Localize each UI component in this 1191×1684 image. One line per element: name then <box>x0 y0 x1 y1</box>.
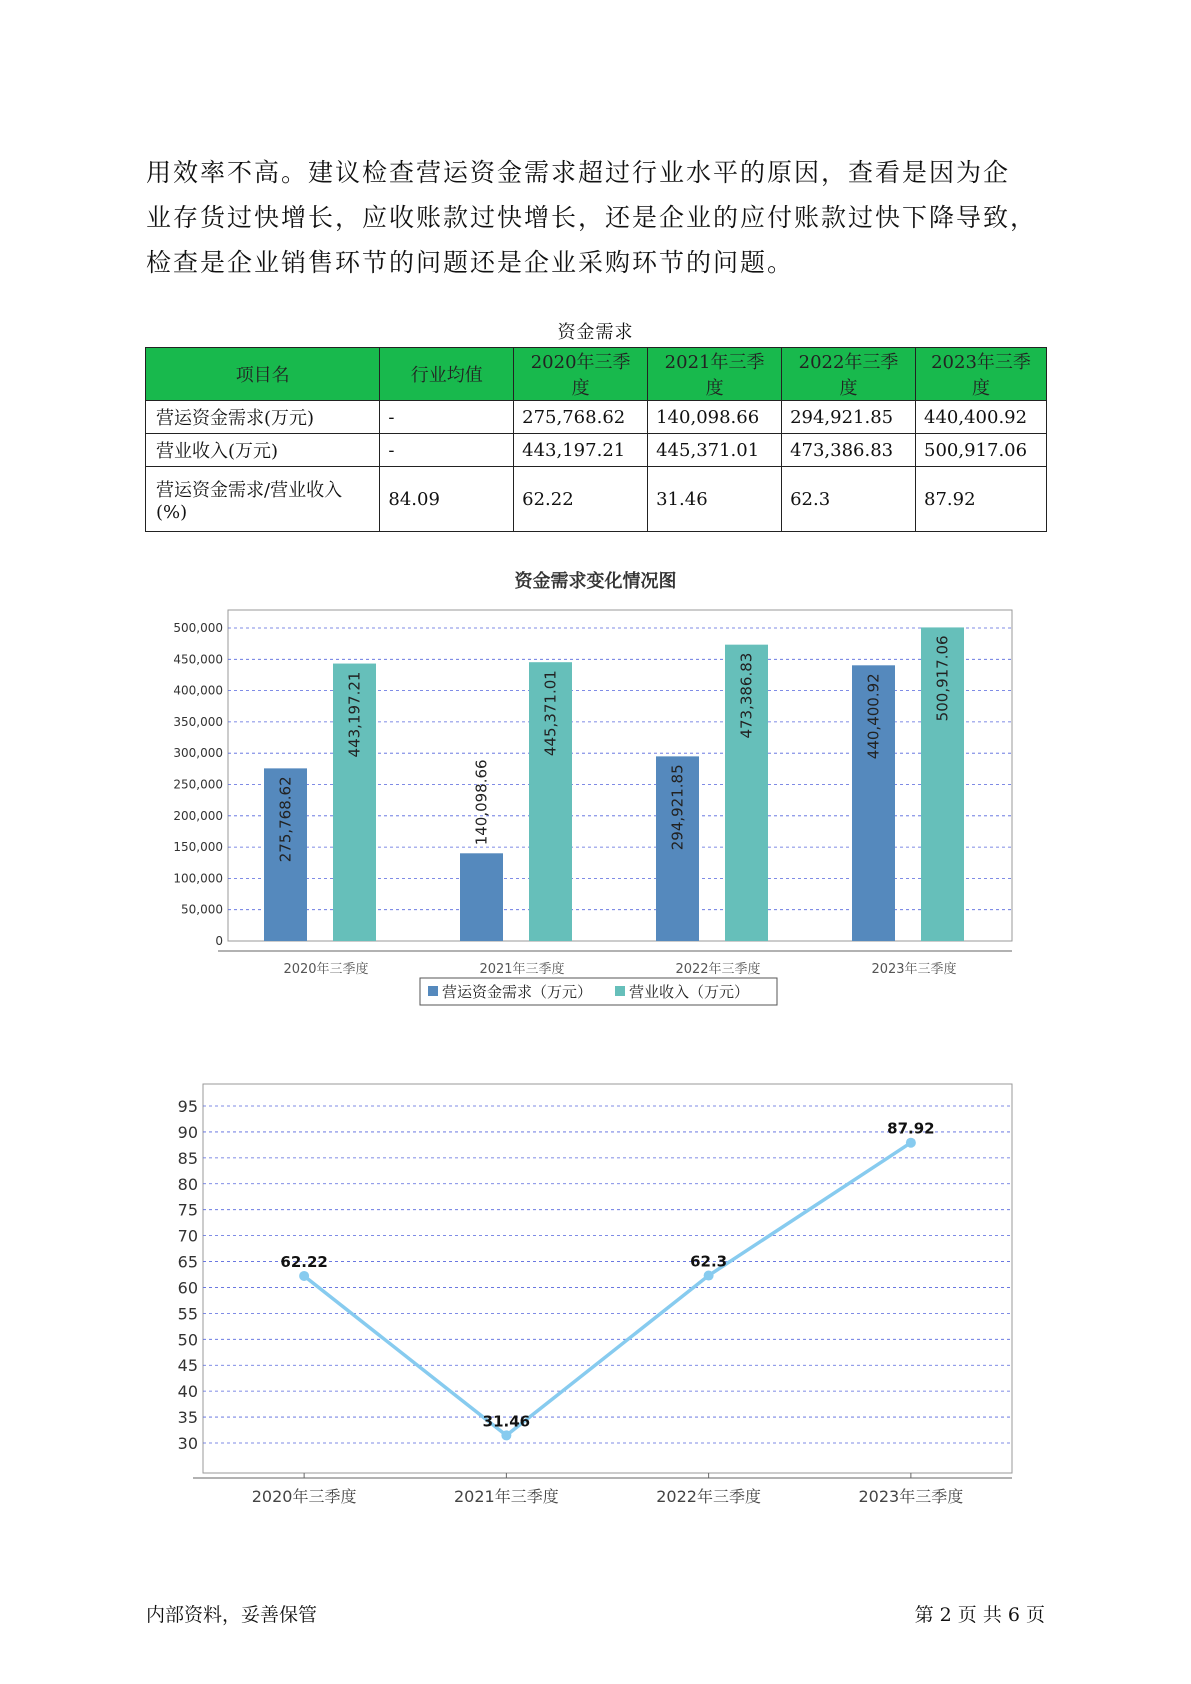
table-header-cell: 2021年三季度 <box>648 348 782 401</box>
y-tick-label: 150,000 <box>173 840 223 855</box>
data-point <box>704 1271 714 1281</box>
table-cell: 营运资金需求/营业收入(%) <box>146 467 380 532</box>
y-tick-label: 200,000 <box>173 808 223 823</box>
bar-data-label: 473,386.83 <box>737 652 756 739</box>
x-tick-label: 2021年三季度 <box>479 962 565 977</box>
paragraph-line: 用效率不高。建议检查营运资金需求超过行业水平的原因，查看是因为企 <box>146 158 1011 187</box>
data-label: 87.92 <box>887 1119 935 1138</box>
bar-data-label: 140,098.66 <box>472 759 491 846</box>
x-tick-label: 2022年三季度 <box>675 962 761 977</box>
paragraph-line: 检查是企业销售环节的问题还是企业采购环节的问题。 <box>146 248 795 277</box>
y-tick-label: 50 <box>177 1330 198 1350</box>
y-tick-label: 45 <box>177 1356 198 1376</box>
table-header-cell: 2020年三季度 <box>514 348 648 401</box>
table-cell: 87.92 <box>916 467 1047 532</box>
table-header-cell: 2023年三季度 <box>916 348 1047 401</box>
y-tick-label: 75 <box>177 1200 198 1220</box>
legend-label: 营业收入（万元） <box>629 983 750 1001</box>
table-cell: 140,098.66 <box>648 401 782 434</box>
y-tick-label: 300,000 <box>173 746 223 761</box>
table-cell: 473,386.83 <box>782 434 916 467</box>
legend-label: 营运资金需求（万元） <box>442 983 593 1001</box>
data-label: 62.22 <box>280 1252 328 1271</box>
y-tick-label: 35 <box>177 1408 198 1428</box>
table-cell: 62.22 <box>514 467 648 532</box>
data-label: 62.3 <box>690 1252 728 1271</box>
bar-data-label: 500,917.06 <box>933 635 952 722</box>
table-caption: 资金需求 <box>557 322 634 343</box>
x-tick-label: 2020年三季度 <box>283 962 369 977</box>
table-cell: 294,921.85 <box>782 401 916 434</box>
footer-page-number: 第 2 页 共 6 页 <box>914 1604 1045 1626</box>
y-tick-label: 50,000 <box>181 902 223 917</box>
table-header-cell: 行业均值 <box>380 348 514 401</box>
y-tick-label: 95 <box>177 1097 198 1116</box>
table-cell: - <box>380 401 514 434</box>
table-cell: 31.46 <box>648 467 782 532</box>
y-tick-label: 70 <box>177 1226 198 1246</box>
y-tick-label: 65 <box>177 1252 198 1272</box>
table-cell: 500,917.06 <box>916 434 1047 467</box>
y-tick-label: 55 <box>177 1304 198 1324</box>
bar-data-label: 440,400.92 <box>864 673 883 760</box>
x-tick-label: 2021年三季度 <box>454 1487 559 1506</box>
table-cell: 62.3 <box>782 467 916 532</box>
table-header-cell: 项目名 <box>146 348 380 401</box>
bar-data-label: 443,197.21 <box>345 671 364 758</box>
table-cell: 443,197.21 <box>514 434 648 467</box>
y-tick-label: 250,000 <box>173 777 223 792</box>
y-tick-label: 100,000 <box>173 871 223 886</box>
bar-data-label: 294,921.85 <box>668 764 687 851</box>
table-cell: 440,400.92 <box>916 401 1047 434</box>
paragraph-line: 业存货过快增长，应收账款过快增长，还是企业的应付账款过快下降导致， <box>146 203 1038 232</box>
plot-area <box>203 1084 1012 1473</box>
x-tick-label: 2020年三季度 <box>251 1487 357 1506</box>
table-cell: 84.09 <box>380 467 514 532</box>
y-tick-label: 40 <box>177 1382 198 1402</box>
table-cell: 营运资金需求(万元) <box>146 401 380 434</box>
y-tick-label: 400,000 <box>173 683 223 698</box>
y-tick-label: 80 <box>177 1174 198 1194</box>
y-tick-label: 30 <box>177 1434 198 1453</box>
y-tick-label: 0 <box>215 934 223 948</box>
bar-data-label: 275,768.62 <box>276 776 295 863</box>
data-point <box>299 1271 309 1281</box>
y-tick-label: 350,000 <box>173 714 223 729</box>
bar-data-label: 445,371.01 <box>541 670 560 757</box>
table-cell: 445,371.01 <box>648 434 782 467</box>
x-tick-label: 2023年三季度 <box>858 1487 964 1506</box>
y-tick-label: 90 <box>177 1122 198 1142</box>
table-header-cell: 2022年三季度 <box>782 348 916 401</box>
y-tick-label: 500,000 <box>173 621 223 635</box>
table-cell: - <box>380 434 514 467</box>
footer-confidential-note: 内部资料，妥善保管 <box>146 1604 318 1626</box>
bar-chart-title: 资金需求变化情况图 <box>514 571 677 592</box>
x-tick-label: 2022年三季度 <box>656 1487 761 1506</box>
table-cell: 营业收入(万元) <box>146 434 380 467</box>
table-cell: 275,768.62 <box>514 401 648 434</box>
data-point <box>501 1430 511 1440</box>
data-label: 31.46 <box>482 1412 531 1431</box>
y-tick-label: 60 <box>177 1278 198 1298</box>
y-tick-label: 85 <box>177 1148 198 1168</box>
x-tick-label: 2023年三季度 <box>871 962 957 977</box>
y-tick-label: 450,000 <box>173 652 223 667</box>
data-point <box>906 1138 916 1148</box>
